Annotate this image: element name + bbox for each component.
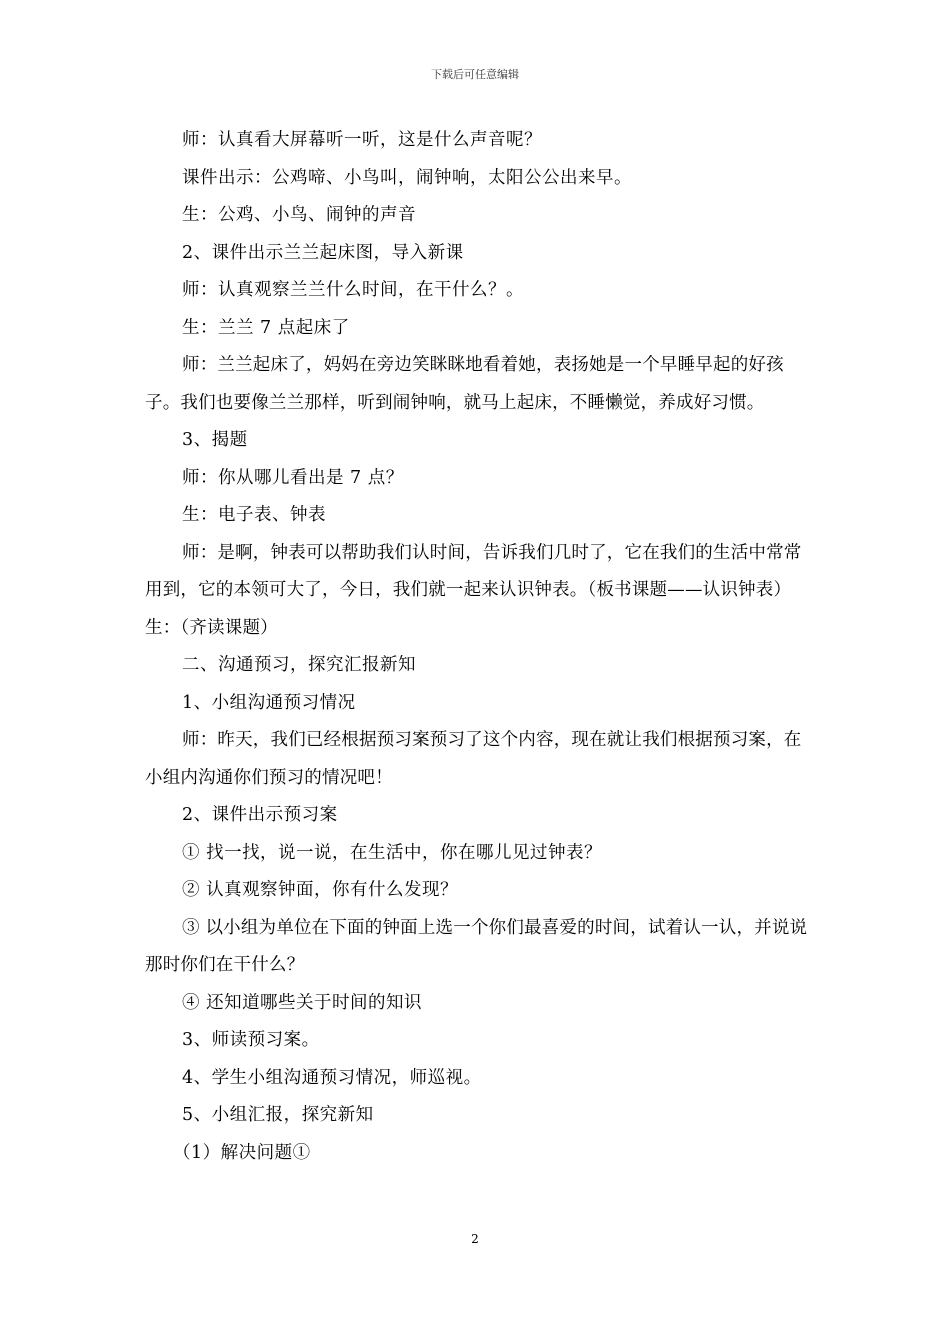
paragraph: 生：兰兰 7 点起床了 bbox=[182, 317, 350, 338]
section-heading: 二、沟通预习，探究汇报新知 bbox=[182, 655, 416, 675]
paragraph: 3、揭题 bbox=[182, 430, 248, 450]
paragraph: 师：认真观察兰兰什么时间，在干什么？。 bbox=[182, 280, 524, 300]
list-item: ④ 还知道哪些关于时间的知识 bbox=[182, 992, 423, 1013]
paragraph: 5、小组汇报，探究新知 bbox=[182, 1105, 374, 1125]
paragraph: 课件出示：公鸡啼、小鸟叫，闹钟响，太阳公公出来早。 bbox=[182, 167, 632, 188]
paragraph: 3、师读预习案。 bbox=[182, 1030, 320, 1050]
paragraph: 师：认真看大屏幕听一听，这是什么声音呢？ bbox=[182, 130, 542, 150]
paragraph: 1、小组沟通预习情况 bbox=[182, 692, 356, 713]
paragraph: （1）解决问题① bbox=[173, 1142, 311, 1163]
paragraph: 2、课件出示预习案 bbox=[182, 805, 338, 825]
paragraph: 师：昨天，我们已经根据预习案预习了这个内容，现在就让我们根据预习案，在小组内沟通你们预习的情况吧！ bbox=[145, 730, 802, 788]
page-number: 2 bbox=[471, 1232, 479, 1246]
list-item: ② 认真观察钟面，你有什么发现？ bbox=[182, 880, 459, 900]
paragraph: 4、学生小组沟通预习情况，师巡视。 bbox=[182, 1067, 482, 1088]
list-item: ① 找一找，说一说，在生活中，你在哪儿见过钟表？ bbox=[182, 842, 603, 863]
paragraph: 生：公鸡、小鸟、闹钟的声音 bbox=[182, 205, 416, 225]
paragraph: 师：你从哪儿看出是 7 点？ bbox=[182, 467, 404, 488]
document-body bbox=[145, 122, 810, 1172]
paragraph: 师：是啊，钟表可以帮助我们认时间，告诉我们几时了，它在我们的生活中常常用到，它的本领可大了，今日，我们就一起来认识钟表。（板书课题——认识钟表）生：（齐读课题） bbox=[145, 542, 802, 638]
list-item: ③ 以小组为单位在下面的钟面上选一个你们最喜爱的时间，试着认一认，并说说那时你们在干什么？ bbox=[145, 917, 808, 975]
paragraph: 师：兰兰起床了，妈妈在旁边笑眯眯地看着她，表扬她是一个早睡早起的好孩子。我们也要像兰兰那样，听到闹钟响，就马上起床，不睡懒觉，养成好习惯。 bbox=[145, 355, 784, 413]
page-header: 下载后可任意编辑 bbox=[431, 68, 519, 81]
paragraph: 生：电子表、钟表 bbox=[182, 505, 326, 525]
paragraph: 2、课件出示兰兰起床图，导入新课 bbox=[182, 242, 464, 263]
